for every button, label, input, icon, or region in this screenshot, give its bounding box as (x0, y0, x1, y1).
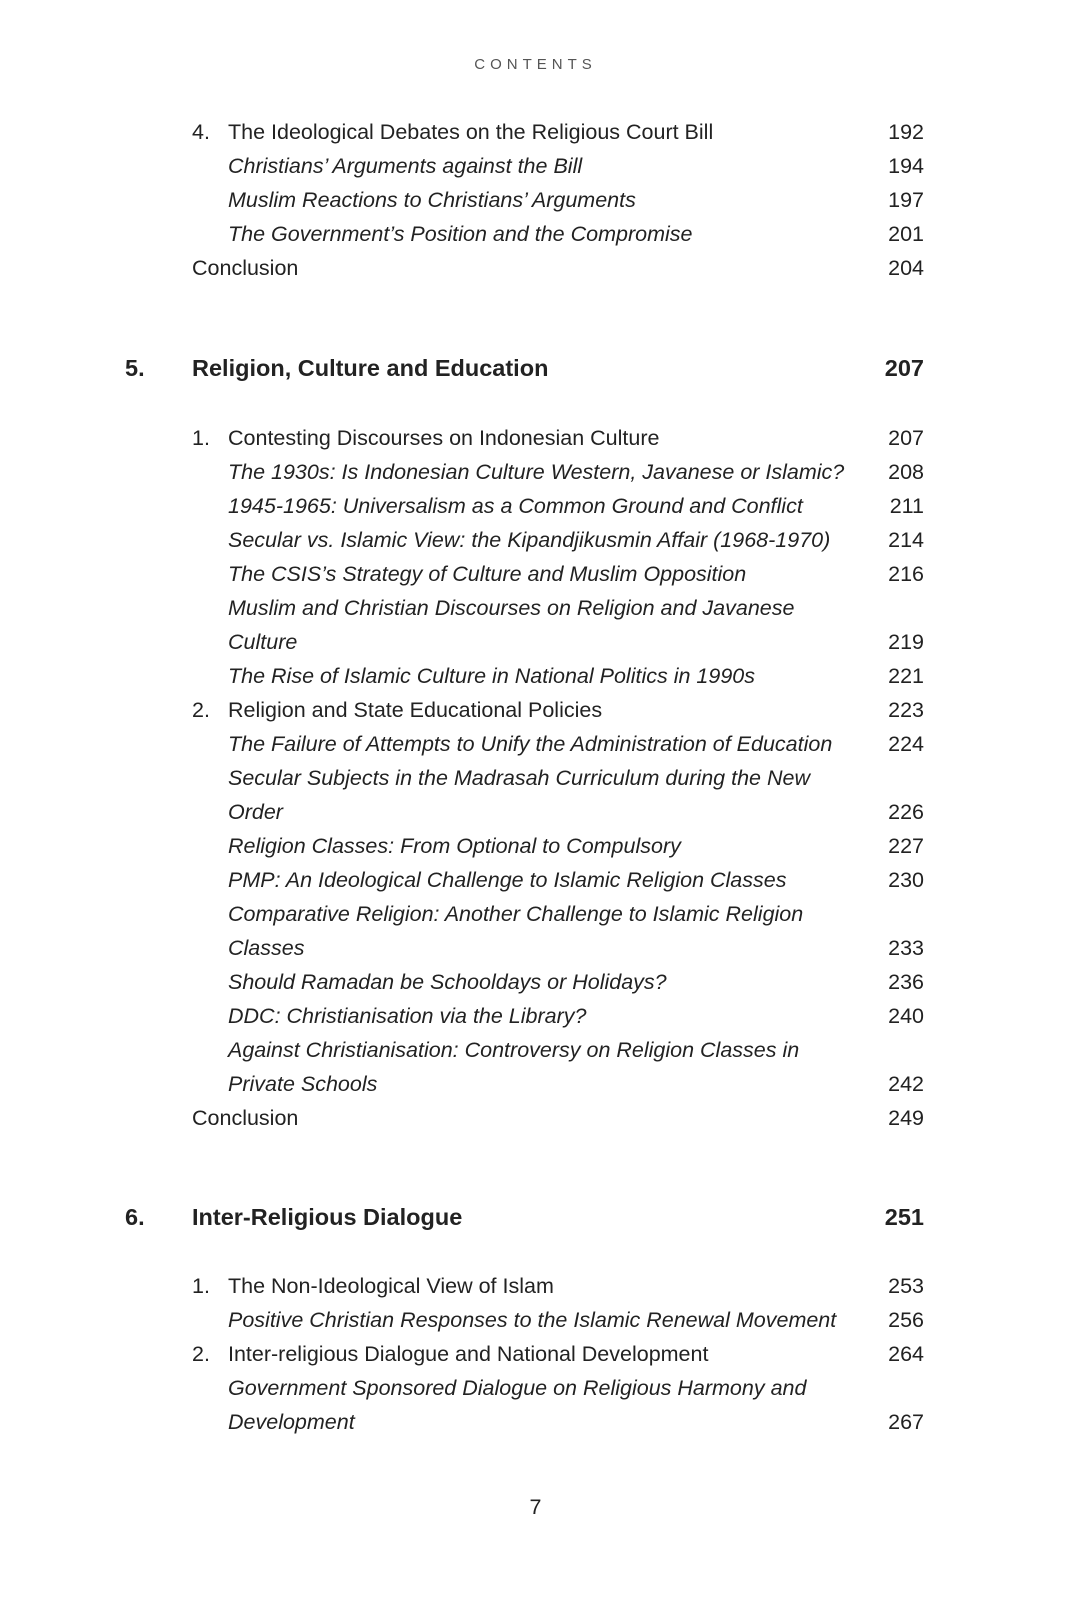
subsection-title: Religion Classes: From Optional to Compulsory (228, 834, 681, 858)
subsection-title: Development (228, 1410, 355, 1434)
subsection-title: Muslim Reactions to Christians’ Arguments (228, 188, 636, 212)
toc-entry-subsection[interactable] (0, 999, 1071, 1033)
section-title: Contesting Discourses on Indonesian Culture (228, 426, 660, 450)
toc-entry-subsection-continued[interactable] (0, 1405, 1071, 1439)
page-number: 192 (888, 120, 924, 144)
subsection-title: Classes (228, 936, 305, 960)
page-number: 208 (888, 460, 924, 484)
subsection-title: Should Ramadan be Schooldays or Holidays? (228, 970, 667, 994)
subsection-title: Order (228, 800, 283, 824)
toc-entry-subsection[interactable] (0, 1371, 1071, 1405)
conclusion-title: Conclusion (192, 256, 299, 280)
subsection-title: Comparative Religion: Another Challenge to Islamic Religion (228, 902, 804, 926)
chapter-title: Religion, Culture and Education (192, 355, 549, 381)
chapter-number: 6. (125, 1204, 145, 1230)
page-number: 221 (888, 664, 924, 688)
page-number: 233 (888, 936, 924, 960)
toc-entry-subsection[interactable] (0, 965, 1071, 999)
page-number: 236 (888, 970, 924, 994)
subsection-title: PMP: An Ideological Challenge to Islamic Religion Classes (228, 868, 787, 892)
page-number: 219 (888, 630, 924, 654)
toc-entry-subsection-continued[interactable] (0, 625, 1071, 659)
page-number: 256 (888, 1308, 924, 1332)
section-title: The Ideological Debates on the Religious Court Bill (228, 120, 714, 144)
page-number: 201 (888, 222, 924, 246)
chapter-4-continuation (0, 115, 1071, 285)
toc-entry-subsection[interactable] (0, 863, 1071, 897)
toc-entry-subsection[interactable] (0, 727, 1071, 761)
subsection-title: The Rise of Islamic Culture in National Politics in 1990s (228, 664, 755, 688)
chapter-page-number: 251 (884, 1204, 924, 1230)
page-folio-number: 7 (529, 1495, 542, 1519)
conclusion-title: Conclusion (192, 1106, 299, 1130)
toc-entry-subsection[interactable] (0, 557, 1071, 591)
page-number: 194 (888, 154, 924, 178)
page-number: 230 (888, 868, 924, 892)
toc-entry-subsection[interactable] (0, 659, 1071, 693)
toc-entry-section[interactable] (0, 1269, 1071, 1303)
toc-entry-subsection[interactable] (0, 149, 1071, 183)
toc-entry-section[interactable] (0, 421, 1071, 455)
toc-entry-subsection-continued[interactable] (0, 931, 1071, 965)
page-number: 214 (888, 528, 924, 552)
chapter-title: Inter-Religious Dialogue (192, 1204, 463, 1230)
page-number: 249 (888, 1106, 924, 1130)
subsection-title: Private Schools (228, 1072, 378, 1096)
toc-entry-section[interactable] (0, 1337, 1071, 1371)
page-number: 216 (888, 562, 924, 586)
subsection-title: Secular vs. Islamic View: the Kipandjikusmin Affair (1968-1970) (228, 528, 831, 552)
toc-entry-subsection-continued[interactable] (0, 795, 1071, 829)
section-title: Religion and State Educational Policies (228, 698, 603, 722)
chapter-5-heading[interactable] (0, 350, 1071, 386)
subsection-title: Secular Subjects in the Madrasah Curriculum during the New (228, 766, 810, 790)
chapter-page-number: 207 (884, 355, 924, 381)
page-number: 226 (888, 800, 924, 824)
page-number: 267 (888, 1410, 924, 1434)
page-number: 253 (888, 1274, 924, 1298)
subsection-title: Government Sponsored Dialogue on Religious Harmony and (228, 1376, 807, 1400)
chapter-6-heading[interactable] (0, 1199, 1071, 1235)
subsection-title: Culture (228, 630, 298, 654)
section-number: 4. (192, 120, 210, 144)
subsection-title: 1945-1965: Universalism as a Common Ground and Conflict (228, 494, 803, 518)
toc-entry-subsection[interactable] (0, 897, 1071, 931)
toc-entry-subsection[interactable] (0, 489, 1071, 523)
page-number: 264 (888, 1342, 924, 1366)
page-number: 211 (889, 494, 924, 518)
section-title: The Non-Ideological View of Islam (228, 1274, 554, 1298)
page-number: 242 (888, 1072, 924, 1096)
toc-entry-subsection[interactable] (0, 829, 1071, 863)
subsection-title: DDC: Christianisation via the Library? (228, 1004, 587, 1028)
page-number: 240 (888, 1004, 924, 1028)
toc-entry-conclusion[interactable] (0, 1101, 1071, 1135)
subsection-title: The CSIS’s Strategy of Culture and Muslim Opposition (228, 562, 747, 586)
subsection-title: The Government’s Position and the Compromise (228, 222, 693, 246)
toc-entry-subsection[interactable] (0, 217, 1071, 251)
toc-entry-subsection[interactable] (0, 591, 1071, 625)
subsection-title: Muslim and Christian Discourses on Religion and Javanese (228, 596, 795, 620)
section-number: 1. (192, 426, 210, 450)
toc-entry-subsection[interactable] (0, 1033, 1071, 1067)
section-title: Inter-religious Dialogue and National Development (228, 1342, 709, 1366)
subsection-title: Christians’ Arguments against the Bill (228, 154, 583, 178)
subsection-title: The Failure of Attempts to Unify the Administration of Education (228, 732, 833, 756)
running-header: CONTENTS (474, 56, 597, 73)
toc-entry-section[interactable] (0, 693, 1071, 727)
chapter-6-entries (0, 1269, 1071, 1439)
toc-entry-subsection[interactable] (0, 523, 1071, 557)
page-number: 204 (888, 256, 924, 280)
chapter-number: 5. (125, 355, 145, 381)
toc-entry-subsection[interactable] (0, 1303, 1071, 1337)
toc-entry-subsection[interactable] (0, 455, 1071, 489)
toc-entry-conclusion[interactable] (0, 251, 1071, 285)
section-number: 2. (192, 698, 210, 722)
section-number: 1. (192, 1274, 210, 1298)
section-number: 2. (192, 1342, 210, 1366)
toc-entry-subsection[interactable] (0, 183, 1071, 217)
toc-entry-subsection-continued[interactable] (0, 1067, 1071, 1101)
page-number: 224 (888, 732, 924, 756)
toc-entry-section[interactable] (0, 115, 1071, 149)
subsection-title: Against Christianisation: Controversy on Religion Classes in (228, 1038, 800, 1062)
subsection-title: The 1930s: Is Indonesian Culture Western, Javanese or Islamic? (228, 460, 845, 484)
page-number: 223 (888, 698, 924, 722)
page-number: 207 (888, 426, 924, 450)
subsection-title: Positive Christian Responses to the Islamic Renewal Movement (228, 1308, 837, 1332)
page-number: 197 (888, 188, 924, 212)
page-number: 227 (888, 834, 924, 858)
toc-entry-subsection[interactable] (0, 761, 1071, 795)
chapter-5-entries (0, 421, 1071, 1135)
